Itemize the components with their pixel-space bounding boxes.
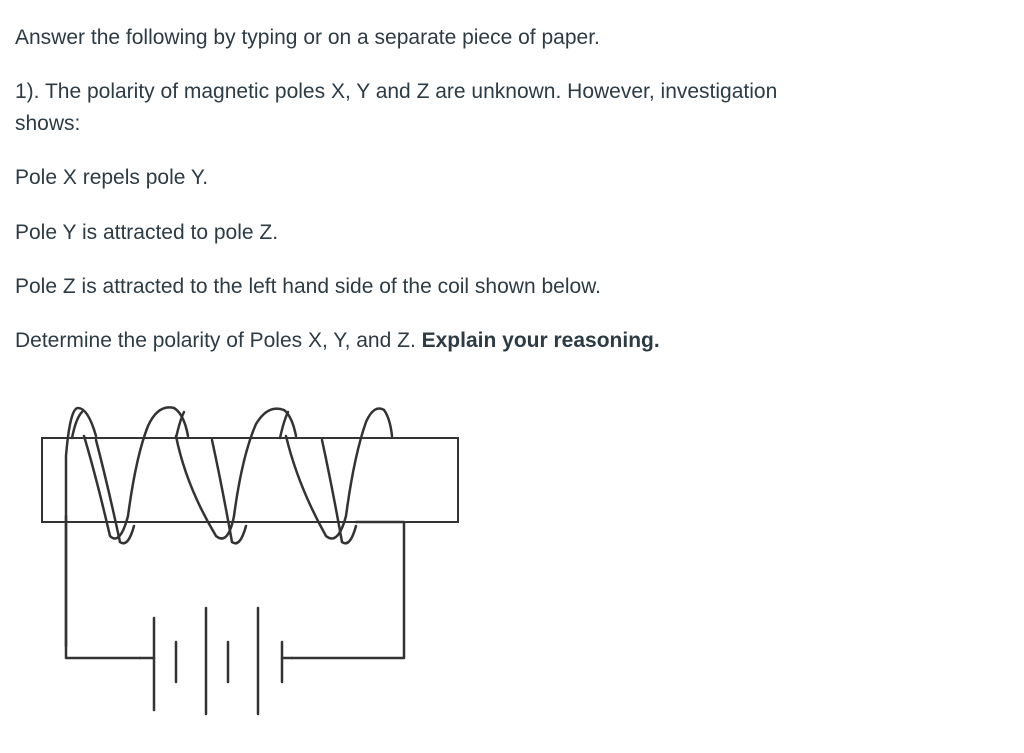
fact-x-repels-y: Pole X repels pole Y.: [15, 166, 209, 189]
iron-core: [42, 438, 458, 522]
solenoid-circuit-diagram: [36, 396, 466, 726]
question-intro: 1). The polarity of magnetic poles X, Y and Z are unknown. However, investigation shows:: [15, 80, 778, 135]
task-text: [15, 325, 660, 357]
battery-icon: [140, 608, 292, 714]
fact-y-attracted-z: Pole Y is attracted to pole Z.: [15, 221, 279, 244]
fact-z-attracted-coil: Pole Z is attracted to the left hand side of the coil shown below.: [15, 275, 602, 298]
instructions-text: Answer the following by typing or on a separate piece of paper.: [15, 26, 600, 49]
task-emphasis: Explain your reasoning.: [421, 329, 660, 352]
task-prompt: Determine the polarity of Poles X, Y, and Z.: [15, 329, 416, 352]
